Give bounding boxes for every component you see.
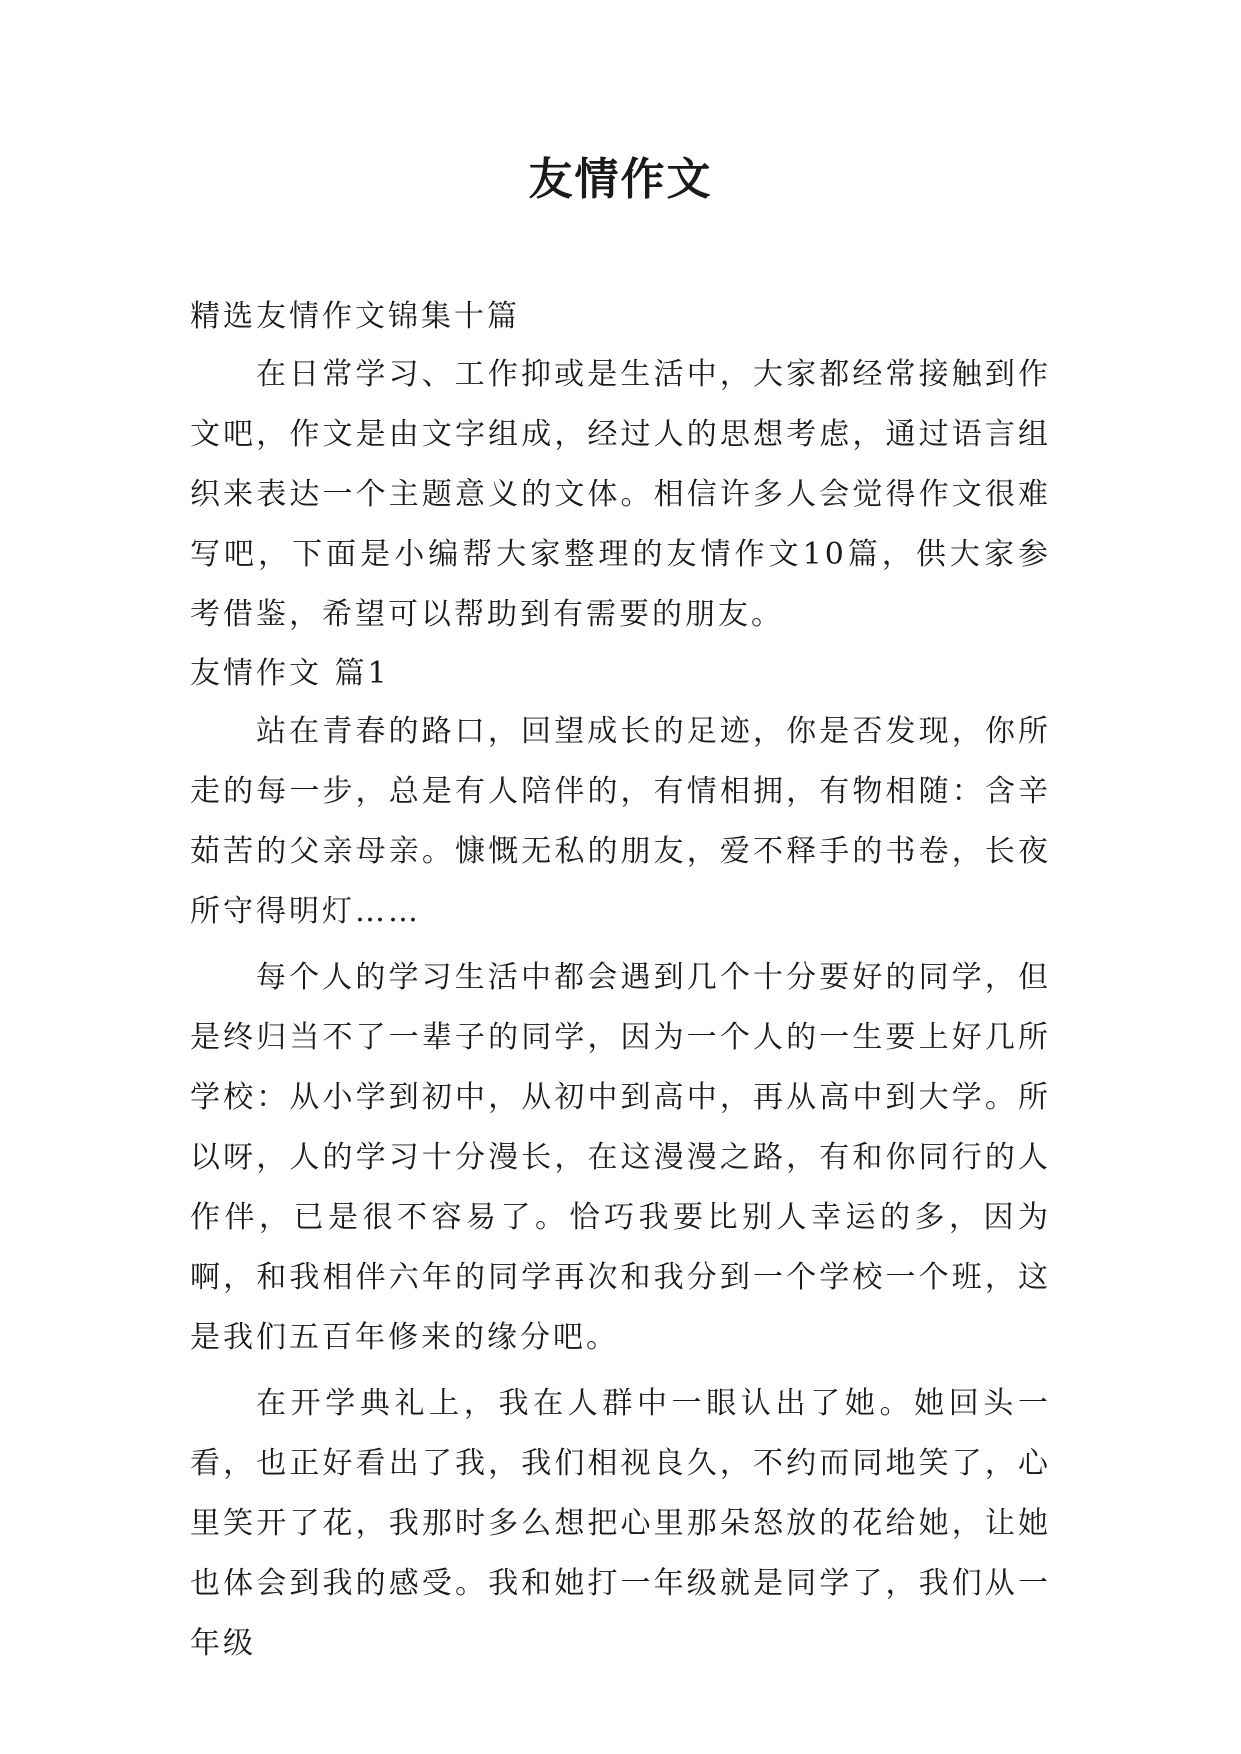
body-paragraph: 站在青春的路口，回望成长的足迹，你是否发现，你所走的每一步，总是有人陪伴的，有情相拥，有物相随：含辛茹苦的父亲母亲。慷慨无私的朋友，爱不释手的书卷，长夜所守得明灯…… — [190, 714, 1051, 929]
document-body — [190, 288, 1051, 1674]
section-heading: 友情作文 篇1 — [190, 656, 390, 691]
body-paragraph: 在开学典礼上，我在人群中一眼认出了她。她回头一看，也正好看出了我，我们相视良久，不约而同地笑了，心里笑开了花，我那时多么想把心里那朵怒放的花给她，让她也体会到我的感受。我和她打一年级就是同学了，我们从一年级 — [190, 1386, 1051, 1661]
body-paragraph: 每个人的学习生活中都会遇到几个十分要好的同学，但是终归当不了一辈子的同学，因为一个人的一生要上好几所学校：从小学到初中，从初中到高中，再从高中到大学。所以呀，人的学习十分漫长，在这漫漫之路，有和你同行的人作伴，已是很不容易了。恰巧我要比别人幸运的多，因为啊，和我相伴六年的同学再次和我分到一个学校一个班，这是我们五百年修来的缘分吧。 — [190, 960, 1051, 1355]
document-subtitle: 精选友情作文锦集十篇 — [190, 299, 520, 334]
intro-paragraph: 在日常学习、工作抑或是生活中，大家都经常接触到作文吧，作文是由文字组成，经过人的思想考虑，通过语言组织来表达一个主题意义的文体。相信许多人会觉得作文很难写吧，下面是小编帮大家整理的友情作文10篇，供大家参考借鉴，希望可以帮助到有需要的朋友。 — [190, 357, 1051, 632]
document-title: 友情作文 — [528, 154, 713, 205]
